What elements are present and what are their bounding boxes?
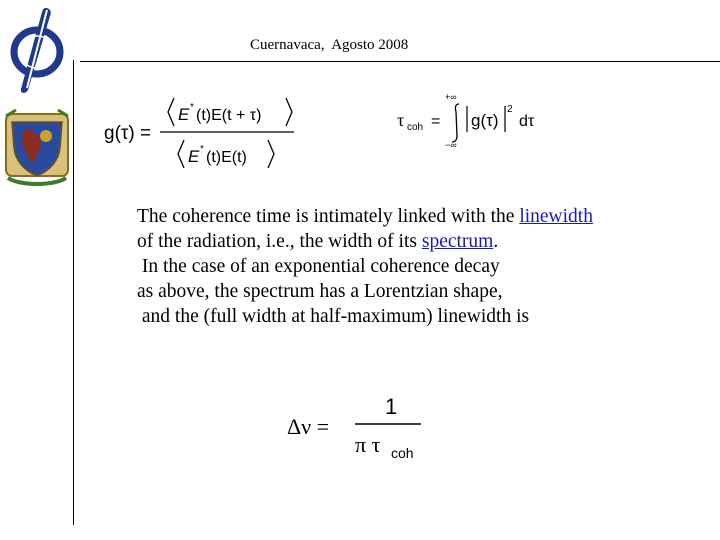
svg-text:(t)E(t): (t)E(t) [206,149,247,166]
linewidth-formula [285,390,425,462]
svg-text:(t)E(t + τ): (t)E(t + τ) [196,107,262,124]
svg-text:coh: coh [391,445,414,461]
svg-text:E: E [178,105,190,124]
svg-text:π τ: π τ [355,432,381,457]
body-line-3: In the case of an exponential coherence decay [137,256,500,277]
g-lhs: g(τ) = [104,123,152,144]
svg-text:g(τ): g(τ) [471,111,499,130]
svg-text:−∞: −∞ [445,140,457,150]
coherence-time-formula [395,88,545,150]
body-line-1: The coherence time is intimately linked with the linewidth [137,206,593,227]
svg-text:Δν =: Δν = [287,414,330,439]
svg-text:2: 2 [507,104,513,115]
body-line-2: of the radiation, i.e., the width of its spectrum. [137,231,499,252]
svg-text:coh: coh [407,122,424,133]
body-line-5: and the (full width at half-maximum) linewidth is [137,306,530,327]
spectrum-link[interactable]: spectrum [421,231,494,252]
page-title: Cuernavaca, Agosto 2008 [250,37,409,53]
svg-text:τ: τ [397,110,405,130]
linewidth-link[interactable]: linewidth [519,206,593,227]
svg-text:1: 1 [385,394,398,419]
institution-logo [6,4,68,96]
svg-text:=: = [431,113,441,130]
left-divider [73,60,74,525]
body-paragraph [137,204,717,329]
svg-text:+∞: +∞ [445,92,457,102]
svg-text:*: * [200,144,204,155]
header-divider [80,61,720,62]
svg-text:*: * [190,102,194,113]
svg-text:E: E [188,147,200,166]
unam-seal [2,108,72,188]
body-line-4: as above, the spectrum has a Lorentzian shape, [137,281,503,302]
coherence-function-formula [98,92,298,172]
svg-text:dτ: dτ [519,113,535,130]
